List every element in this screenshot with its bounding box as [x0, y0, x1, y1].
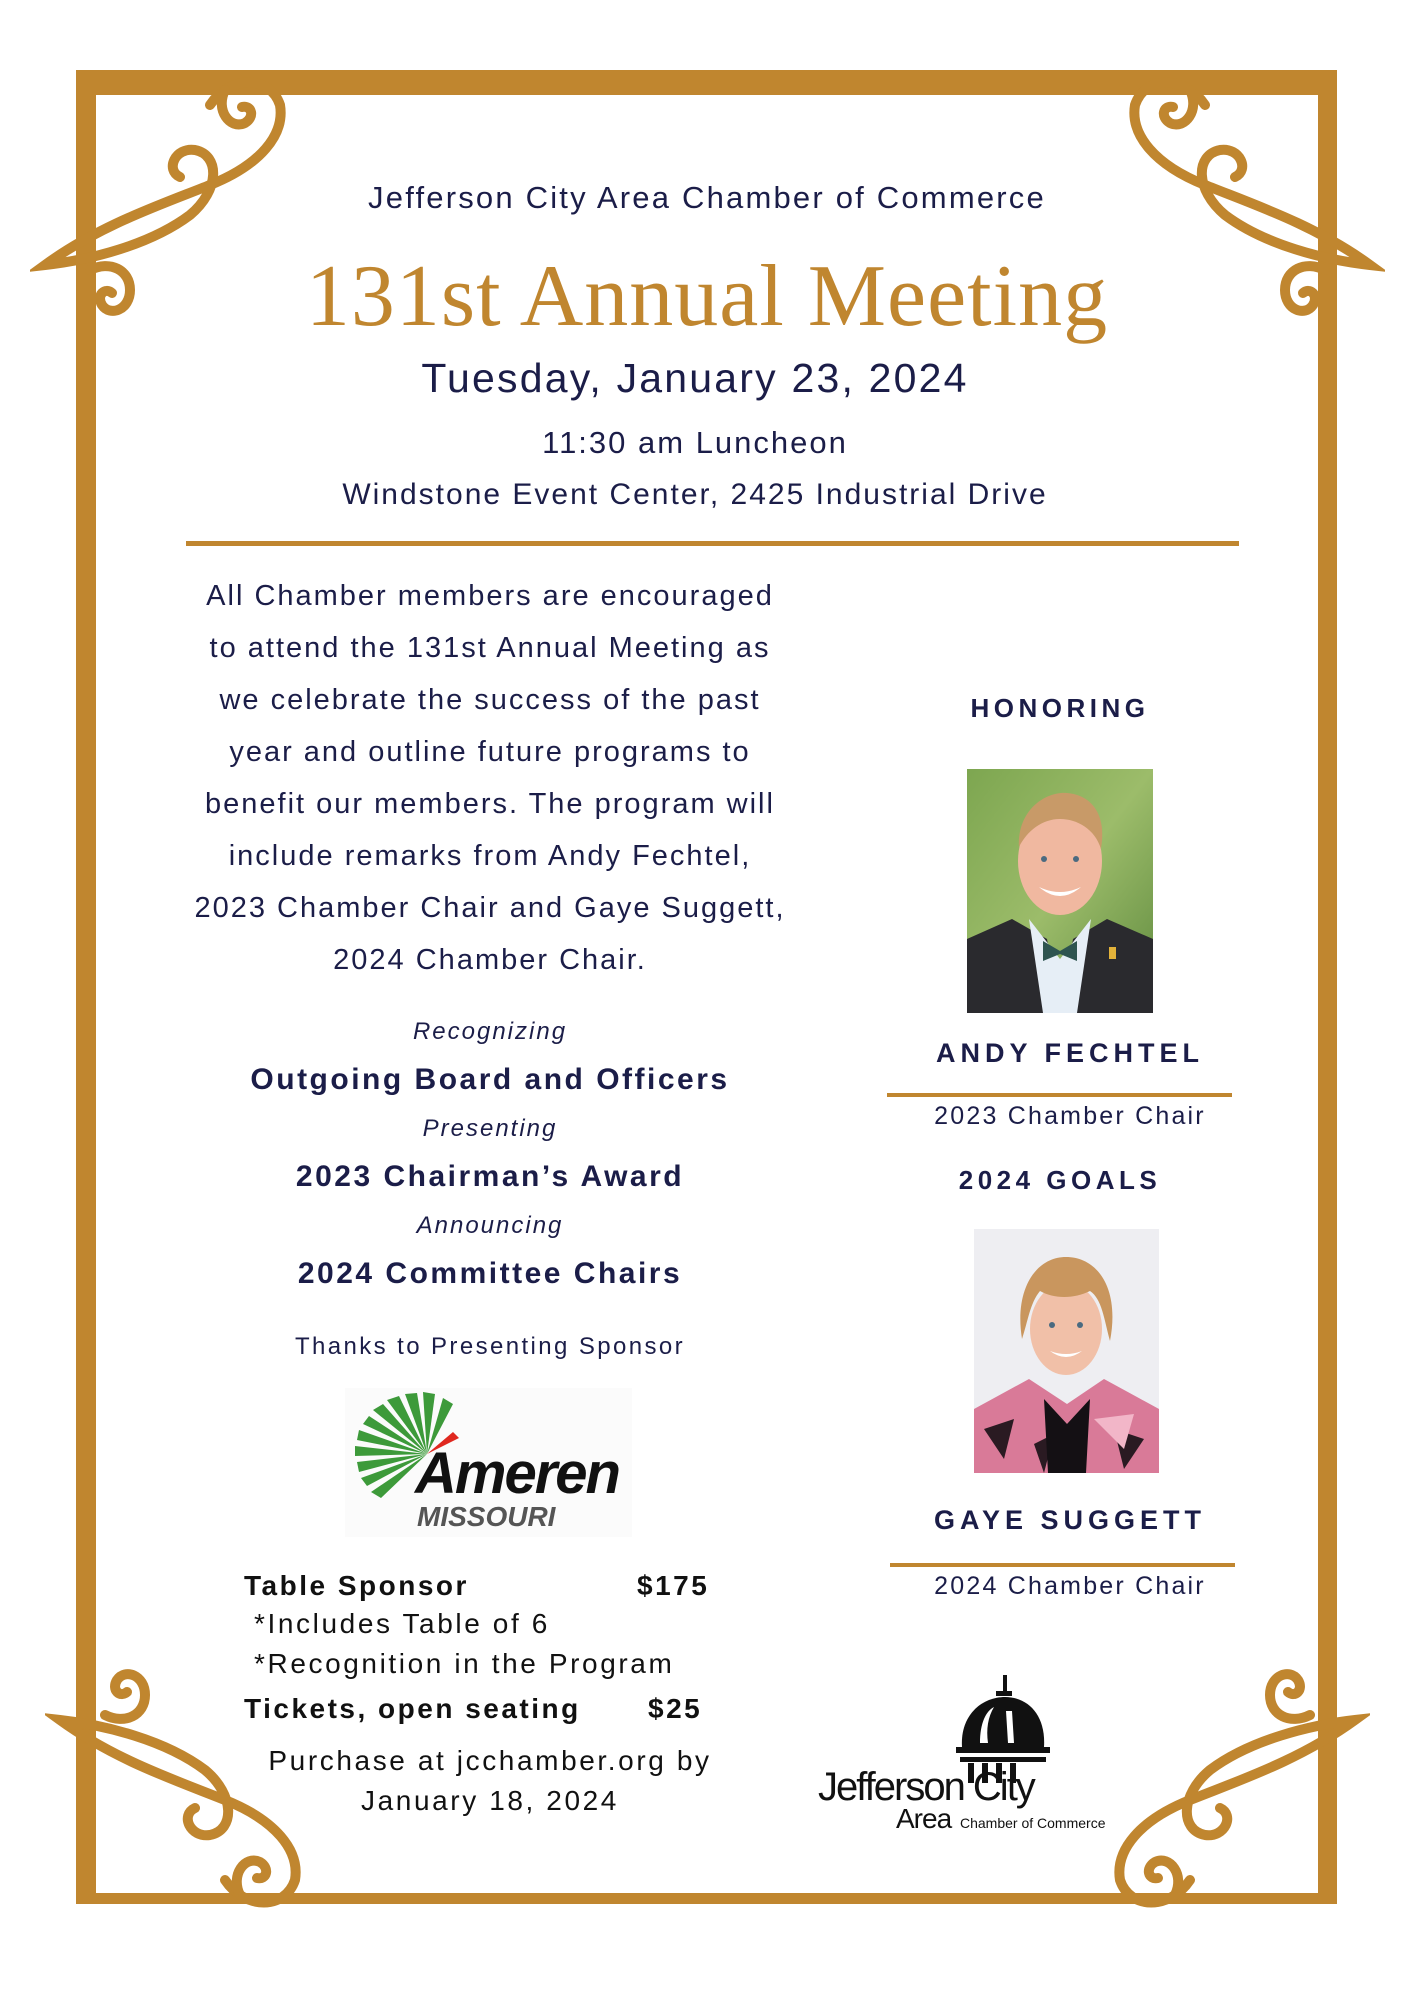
program-item-outgoing-board: Outgoing Board and Officers — [250, 1063, 730, 1096]
svg-text:Area: Area — [896, 1803, 952, 1834]
svg-text:Ameren: Ameren — [415, 1441, 619, 1506]
event-venue: Windstone Event Center, 2425 Industrial Drive — [342, 478, 1048, 511]
tickets-price: $25 — [648, 1693, 703, 1724]
program-item-committee-chairs: 2024 Committee Chairs — [297, 1257, 683, 1290]
svg-text:Chamber of Commerce: Chamber of Commerce — [960, 1815, 1106, 1831]
ameren-sunburst-icon — [345, 1388, 632, 1537]
gaye-suggett-photo — [974, 1229, 1159, 1473]
intro-line: All Chamber members are encouraged — [206, 580, 774, 612]
chair-name: GAYE SUGGETT — [933, 1505, 1207, 1535]
svg-text:Jefferson City: Jefferson City — [818, 1765, 1034, 1809]
portrait-man-image — [967, 769, 1153, 1013]
capitol-dome-icon — [800, 1665, 1160, 1845]
jefferson-city-chamber-logo — [800, 1665, 1160, 1845]
honoring-heading: HONORING — [970, 693, 1150, 723]
program-item-chairmans-award: 2023 Chairman’s Award — [295, 1160, 685, 1193]
portrait-woman-image — [974, 1229, 1159, 1473]
chair-underline — [890, 1563, 1235, 1567]
sponsor-thanks: Thanks to Presenting Sponsor — [294, 1333, 686, 1360]
event-date: Tuesday, January 23, 2024 — [421, 355, 969, 401]
intro-line: year and outline future programs to — [229, 736, 751, 768]
intro-line: benefit our members. The program will — [205, 788, 775, 820]
table-sponsor-note-recognition: *Recognition in the Program — [254, 1648, 675, 1679]
program-label-recognizing: Recognizing — [412, 1018, 568, 1045]
program-label-announcing: Announcing — [416, 1212, 564, 1239]
header-divider — [186, 541, 1239, 546]
intro-line: to attend the 131st Annual Meeting as — [209, 632, 771, 664]
program-label-presenting: Presenting — [422, 1115, 558, 1142]
table-sponsor-price: $175 — [637, 1570, 710, 1601]
honoree-underline — [887, 1093, 1232, 1097]
andy-fechtel-photo — [967, 769, 1153, 1013]
organization-name: Jefferson City Area Chamber of Commerce — [368, 180, 1046, 215]
svg-text:MISSOURI: MISSOURI — [417, 1501, 556, 1532]
intro-paragraph — [150, 570, 830, 986]
event-title: 131st Annual Meeting — [305, 248, 1109, 345]
honoree-role: 2023 Chamber Chair — [934, 1102, 1206, 1130]
intro-line: we celebrate the success of the past — [219, 684, 761, 716]
table-sponsor-label: Table Sponsor — [244, 1570, 469, 1601]
tickets-label: Tickets, open seating — [244, 1693, 581, 1724]
event-time: 11:30 am Luncheon — [542, 425, 848, 460]
purchase-deadline: January 18, 2024 — [361, 1785, 619, 1816]
table-sponsor-note-table: *Includes Table of 6 — [254, 1608, 550, 1639]
intro-line: include remarks from Andy Fechtel, — [228, 840, 752, 872]
purchase-instructions: Purchase at jcchamber.org by — [268, 1745, 712, 1776]
chair-role: 2024 Chamber Chair — [934, 1572, 1206, 1600]
ameren-missouri-logo — [345, 1388, 632, 1537]
honoree-name: ANDY FECHTEL — [935, 1038, 1204, 1068]
intro-line: 2024 Chamber Chair. — [333, 944, 647, 976]
goals-heading: 2024 GOALS — [958, 1165, 1162, 1195]
intro-line: 2023 Chamber Chair and Gaye Suggett, — [194, 892, 786, 924]
